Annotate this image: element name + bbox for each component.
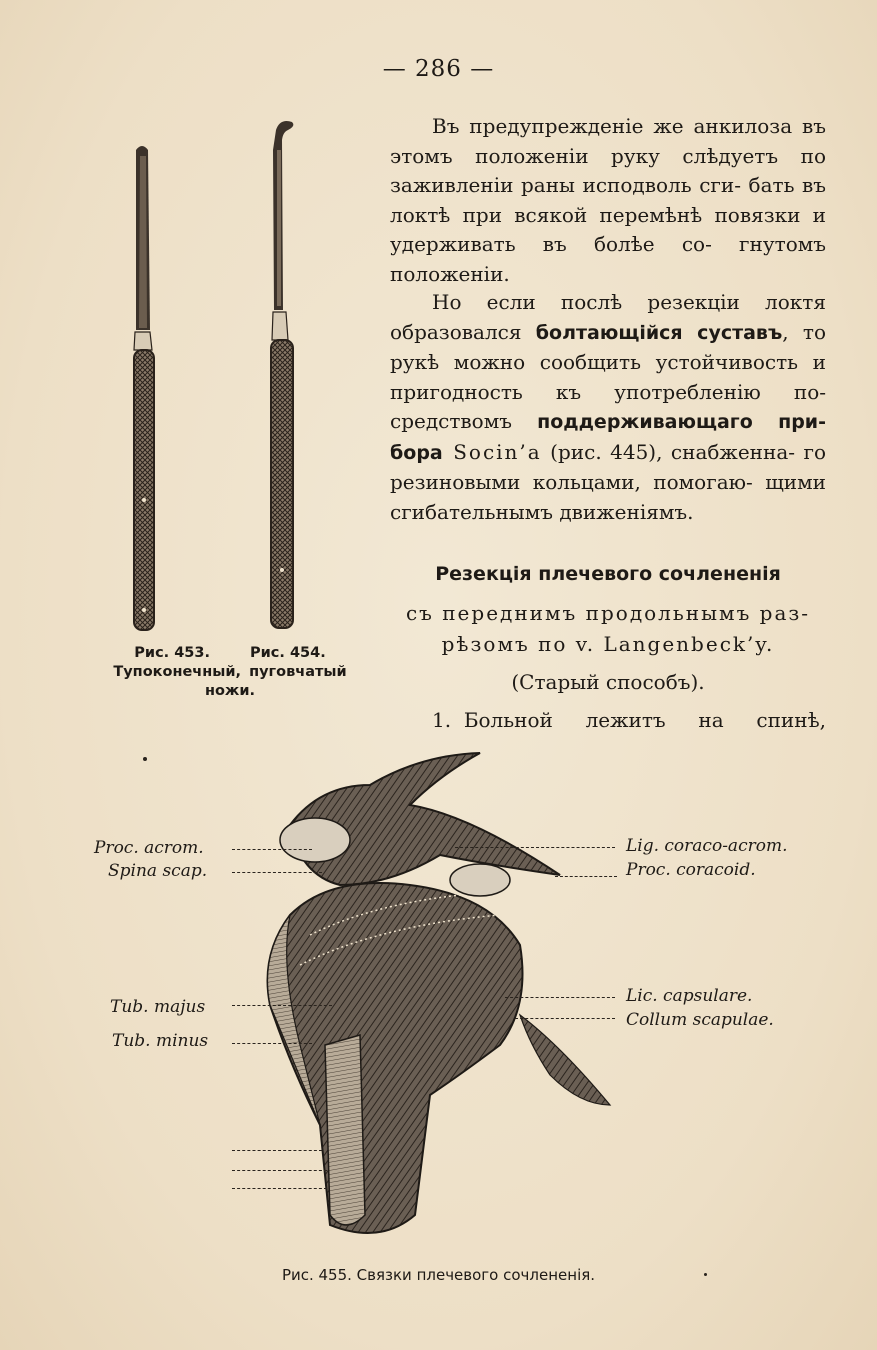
p1-line-5: повязки и удерживать въ болѣе со- xyxy=(390,202,826,256)
section-subtitle xyxy=(390,598,826,660)
leader-unlabeled-2 xyxy=(232,1170,327,1171)
section-title: Резекція плечевого сочлененія xyxy=(435,563,781,585)
bold-term-flail-joint: болтающійся суставъ xyxy=(535,321,783,344)
page-number: — 286 — xyxy=(382,56,495,82)
leader-lic-capsulare xyxy=(505,997,615,998)
step-word-a: Больной xyxy=(463,708,553,732)
bold-term-support-device: поддерживающаго при- xyxy=(537,411,826,433)
section-sub-line-1: съ переднимъ продольнымъ раз- xyxy=(405,601,811,625)
desc-454: пуговчатый xyxy=(249,664,347,680)
step-1 xyxy=(390,708,826,732)
p2-line-2a: образовался xyxy=(390,319,536,344)
knife-453-icon xyxy=(134,146,154,630)
leader-collum-scapulae xyxy=(515,1018,615,1019)
label-collum-scapulae: Collum scapulae. xyxy=(626,1010,774,1030)
p2-line-4: и пригодность къ употребленію по- xyxy=(390,350,826,404)
shoulder-ligaments-illustration xyxy=(230,745,620,1255)
leader-unlabeled-1 xyxy=(232,1150,322,1151)
p2-line-8: щими сгибательнымъ движеніямъ. xyxy=(390,470,826,524)
p1-line-3: по заживленіи раны исподволь сги- xyxy=(390,143,826,197)
p2-line-5a: средствомъ xyxy=(390,409,538,433)
step-number: 1. xyxy=(432,708,452,732)
label-proc-coracoid: Proc. coracoid. xyxy=(626,860,756,880)
leader-proc-coracoid xyxy=(555,876,617,877)
leader-proc-acrom xyxy=(232,849,312,850)
label-spina-scap: Spina scap. xyxy=(108,861,208,881)
p1-line-2: въ этомъ положеніи руку слѣдуетъ xyxy=(390,114,826,168)
leader-tub-minus xyxy=(232,1043,312,1044)
p1-line-1: Въ предупрежденіе же анкилоза xyxy=(432,114,793,138)
leader-tub-majus xyxy=(232,1005,332,1006)
knife-454-icon xyxy=(271,121,293,628)
p2-line-3: рукѣ можно сообщить устойчивость xyxy=(390,350,799,374)
stray-dot-2 xyxy=(704,1273,707,1276)
p2-line-2c: , то xyxy=(782,319,827,344)
step-word-d: спинѣ, xyxy=(756,708,826,732)
label-lic-capsulare: Lic. capsulare. xyxy=(626,986,753,1006)
desc-453: Тупоконечный, xyxy=(113,664,242,680)
paragraph-1 xyxy=(390,112,826,289)
label-tub-majus: Tub. majus xyxy=(110,997,206,1017)
step-word-b: лежитъ xyxy=(585,708,666,732)
section-sub-line-2: рѣзомъ по v. Langenbeck’y. xyxy=(441,632,775,656)
leader-spina-scap xyxy=(232,872,322,873)
p1-line-6: гнутомъ положеніи. xyxy=(390,232,827,286)
method-note: (Старый способъ). xyxy=(511,670,705,694)
desc-common: ножи. xyxy=(204,683,256,699)
stray-dot xyxy=(143,757,147,761)
paragraph-2 xyxy=(390,288,826,527)
cap-453: Рис. 453. xyxy=(134,645,210,661)
label-tub-minus: Tub. minus xyxy=(112,1031,209,1051)
p2-line-7: го резиновыми кольцами, помогаю- xyxy=(390,439,827,494)
label-lig-coraco-acrom: Lig. coraco-acrom. xyxy=(626,836,788,856)
p2-line-1: Но если послѣ резекціи локтя xyxy=(432,290,826,314)
fig-453-454-caption xyxy=(80,644,380,701)
bold-term-device-end: бора xyxy=(390,441,443,464)
step-word-c: на xyxy=(698,708,724,732)
label-proc-acrom: Proc. acrom. xyxy=(94,838,204,858)
socin-name: Socin’a xyxy=(442,439,542,464)
leader-lig-coraco-acrom xyxy=(455,847,615,848)
p2-line-6c: (рис. 445), снабженна- xyxy=(541,439,796,464)
fig-455-caption: Рис. 455. Связки плечевого сочлененія. xyxy=(281,1266,596,1284)
leader-unlabeled-3 xyxy=(232,1188,327,1189)
knives-illustration xyxy=(100,110,380,645)
cap-454: Рис. 454. xyxy=(250,645,326,661)
p1-line-4: бать въ локтѣ при всякой перемѣнѣ xyxy=(390,173,827,227)
